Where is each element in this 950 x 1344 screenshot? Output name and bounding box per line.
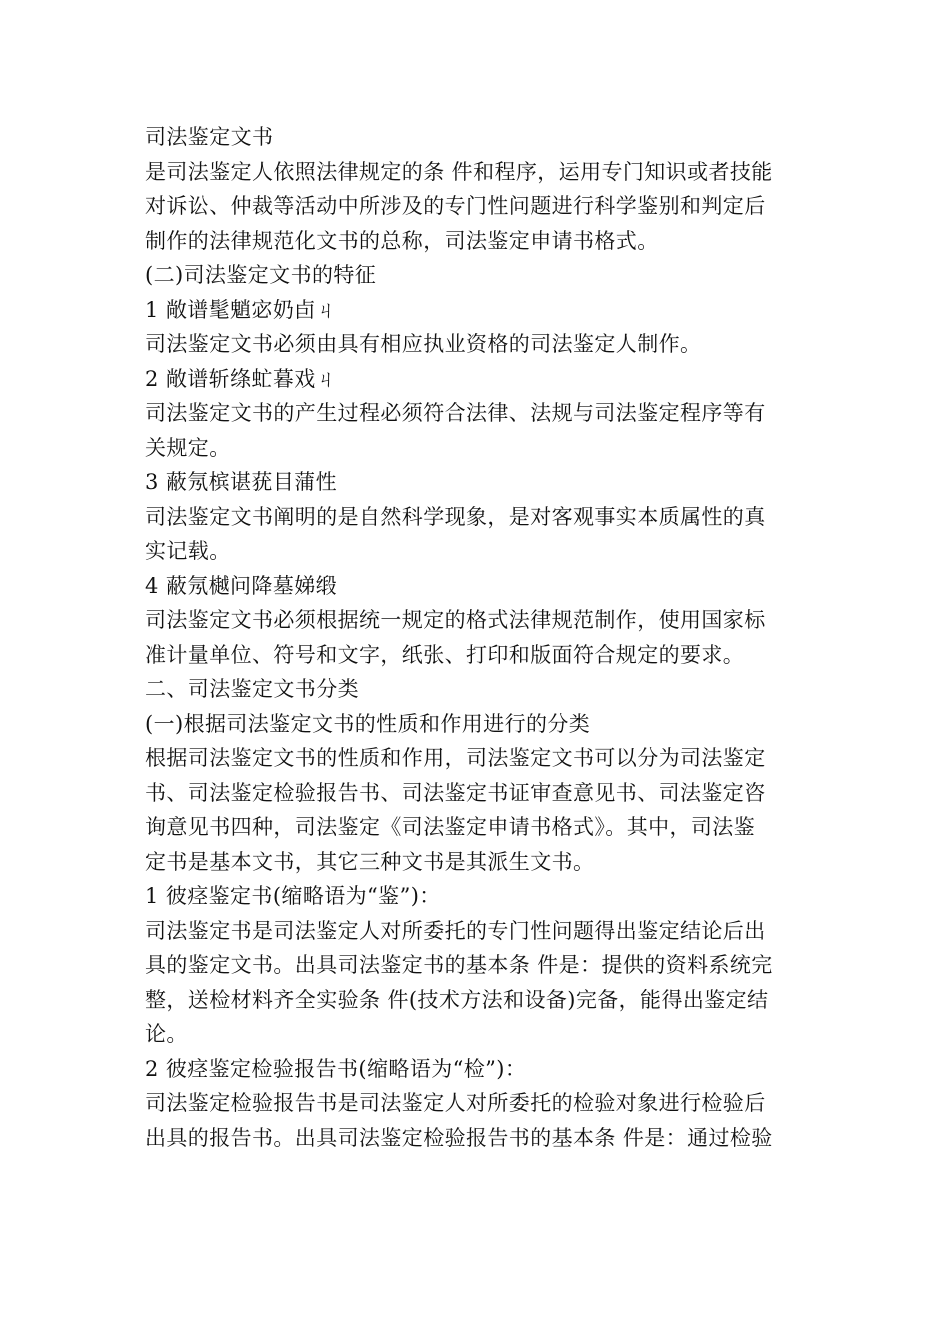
section-heading: (一)根据司法鉴定文书的性质和作用进行的分类 xyxy=(145,711,591,736)
subsection-heading: 3 蔽氖槟谌莸目蒲性 xyxy=(145,470,338,494)
paragraph-line: 司法鉴定文书阐明的是自然科学现象，是对客观事实本质属性的真 xyxy=(145,504,766,529)
section-heading: (二)司法鉴定文书的特征 xyxy=(145,263,377,287)
paragraph-line: 根据司法鉴定文书的性质和作用，司法鉴定文书可以分为司法鉴定 xyxy=(145,746,766,770)
paragraph-line: 制作的法律规范化文书的总称，司法鉴定申请书格式。 xyxy=(145,228,659,253)
subsection-heading: 2 彼痉鉴定检验报告书(缩略语为“检”)： xyxy=(145,1056,527,1081)
subsection-heading: 4 蔽氖樾问降墓娣缎 xyxy=(145,573,338,598)
paragraph-line: 司法鉴定文书必须根据统一规定的格式法律规范制作，使用国家标 xyxy=(145,608,766,632)
paragraph-line: 论。 xyxy=(145,1022,188,1046)
document-body xyxy=(145,120,810,1155)
paragraph-line: 司法鉴定书是司法鉴定人对所委托的专门性问题得出鉴定结论后出 xyxy=(145,918,766,943)
paragraph-line: 整，送检材料齐全实验条 件(技术方法和设备)完备，能得出鉴定结 xyxy=(145,987,769,1012)
paragraph-line: 司法鉴定文书必须由具有相应执业资格的司法鉴定人制作。 xyxy=(145,332,702,356)
paragraph-line: 出具的报告书。出具司法鉴定检验报告书的基本条 件是：通过检验 xyxy=(145,1125,773,1150)
paragraph-line: 是司法鉴定人依照法律规定的条 件和程序，运用专门知识或者技能 xyxy=(145,159,773,184)
paragraph-line: 司法鉴定检验报告书是司法鉴定人对所委托的检验对象进行检验后 xyxy=(145,1091,766,1115)
document-title: 司法鉴定文书 xyxy=(145,125,274,149)
paragraph-line: 具的鉴定文书。出具司法鉴定书的基本条 件是：提供的资料系统完 xyxy=(145,953,773,977)
paragraph-line: 司法鉴定文书的产生过程必须符合法律、法规与司法鉴定程序等有 xyxy=(145,401,766,425)
section-heading: 二、司法鉴定文书分类 xyxy=(145,677,359,701)
paragraph-line: 准计量单位、符号和文字，纸张、打印和版面符合规定的要求。 xyxy=(145,642,745,667)
subsection-heading: 1 敞谱髦魈宓奶卣ㄐ xyxy=(145,297,338,322)
paragraph-line: 实记载。 xyxy=(145,539,231,563)
subsection-heading: 1 彼痉鉴定书(缩略语为“鉴”)： xyxy=(145,884,441,908)
paragraph-line: 定书是基本文书，其它三种文书是其派生文书。 xyxy=(145,849,595,874)
paragraph-line: 关规定。 xyxy=(145,435,231,460)
paragraph-line: 书、司法鉴定检验报告书、司法鉴定书证审查意见书、司法鉴定咨 xyxy=(145,780,766,805)
paragraph-line: 询意见书四种，司法鉴定《司法鉴定申请书格式》。其中，司法鉴 xyxy=(145,815,756,839)
subsection-heading: 2 敞谱斩绦虻暮戏ㄐ xyxy=(145,366,338,391)
paragraph-line: 对诉讼、仲裁等活动中所涉及的专门性问题进行科学鉴别和判定后 xyxy=(145,194,766,218)
